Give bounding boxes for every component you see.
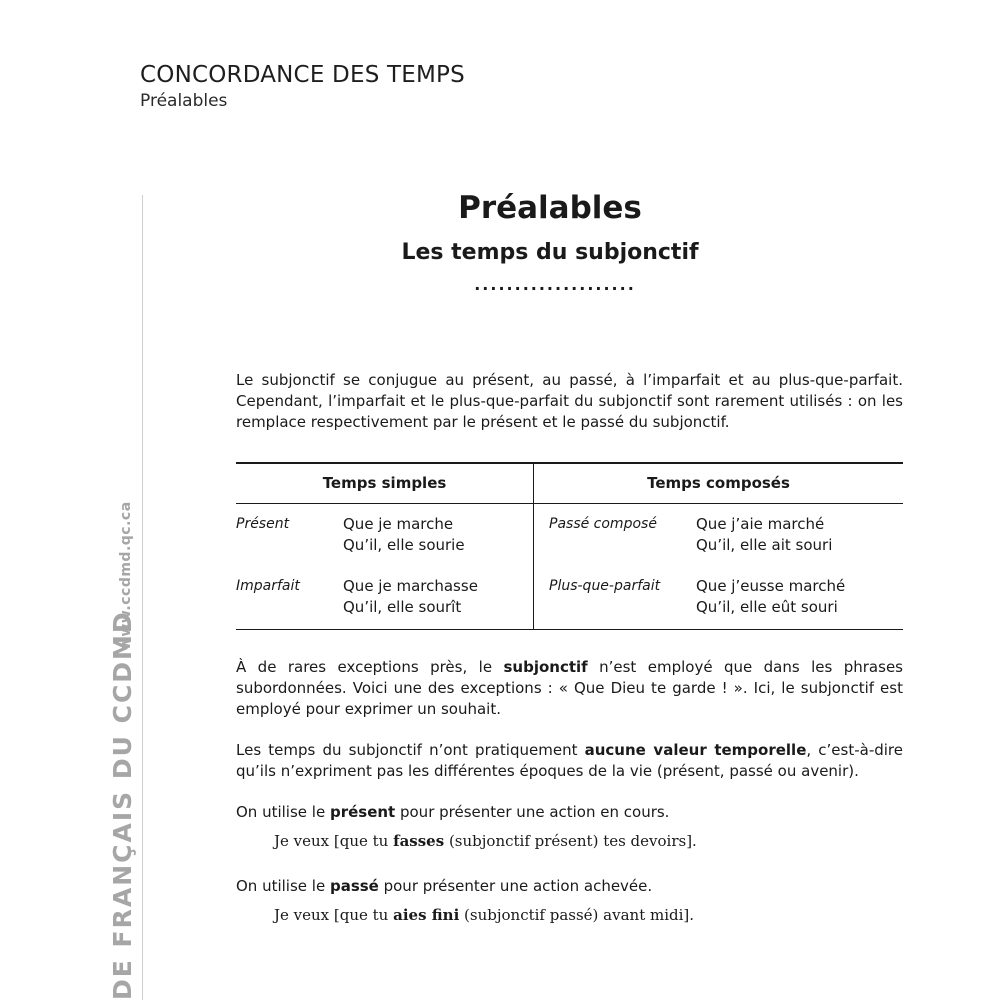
table-top-rule — [236, 462, 903, 464]
dotted-separator: .................... — [474, 275, 636, 294]
conjugation-line: Que j’aie marché — [696, 515, 825, 533]
conjugation-line: Que je marchasse — [343, 577, 478, 595]
page-title: Préalables — [458, 190, 642, 226]
text-span: pour présenter une action achevée. — [378, 877, 653, 895]
text-span: On utilise le — [236, 877, 330, 895]
text-span: À de rares exceptions près, le — [236, 658, 504, 676]
bold-term: fasses — [393, 832, 445, 850]
sidebar-brand: DE FRANÇAIS DU CCDMD — [108, 610, 137, 1000]
conjugation-line: Que je marche — [343, 515, 454, 533]
tense-label: Plus-que-parfait — [549, 578, 661, 594]
exceptions-paragraph — [236, 657, 903, 720]
header-subtitle: Préalables — [140, 91, 228, 111]
page-subtitle: Les temps du subjonctif — [401, 240, 699, 265]
conjugation-line: Qu’il, elle eût souri — [696, 598, 838, 616]
margin-rule — [142, 195, 143, 1000]
example-present — [274, 832, 697, 850]
intro-paragraph: Le subjonctif se conjugue au présent, au passé, à l’imparfait et au plus-que-parfait. Cependant, l’imparfait et le plus-que-parfait du subjonctif sont rarement utilisés : on les remplace respectivement par le présent et le passé du subjonctif. — [236, 371, 903, 431]
sidebar-url: www.ccdmd.qc.ca — [118, 501, 134, 650]
temporal-value-paragraph — [236, 740, 903, 782]
conjugation-cell — [696, 576, 845, 618]
tense-label: Présent — [236, 516, 290, 532]
text-span: pour présenter une action en cours. — [395, 803, 670, 821]
conjugation-line: Que j’eusse marché — [696, 577, 846, 595]
conjugation-cell — [343, 576, 478, 618]
text-span: Les temps du subjonctif n’ont pratiquement — [236, 741, 585, 759]
bold-term: aucune valeur temporelle — [584, 741, 807, 759]
header-title: CONCORDANCE DES TEMPS — [140, 62, 465, 88]
conjugation-line: Qu’il, elle ait souri — [696, 536, 833, 554]
text-span: n’est employé que dans les phrases subordonnées. Voici une des exceptions : « Que Dieu te garde ! ». Ici, le subjonctif est employé pour exprimer un souhait. — [236, 658, 903, 718]
past-usage-paragraph — [236, 876, 903, 897]
bold-term: passé — [329, 877, 379, 895]
bold-term: aies fini — [393, 906, 460, 924]
conjugation-cell — [343, 514, 465, 556]
text-span: On utilise le — [236, 803, 330, 821]
example-past — [274, 906, 694, 924]
table-header-compound: Temps composés — [647, 474, 790, 492]
tense-label: Imparfait — [236, 578, 300, 594]
text-span: (subjonctif présent) tes devoirs]. — [444, 832, 697, 850]
table-header-simple: Temps simples — [322, 474, 447, 492]
bold-term: subjonctif — [503, 658, 588, 676]
tense-table — [236, 462, 903, 630]
conjugation-cell — [696, 514, 832, 556]
present-usage-paragraph — [236, 802, 903, 823]
running-header — [140, 60, 465, 112]
table-bottom-rule — [236, 629, 903, 630]
conjugation-line: Qu’il, elle sourît — [343, 598, 462, 616]
table-header-rule — [236, 503, 903, 504]
conjugation-line: Qu’il, elle sourie — [343, 536, 465, 554]
text-span: , c’est-à-dire qu’ils n’expriment pas les différentes époques de la vie (présent, passé ou avenir). — [236, 741, 903, 780]
text-span: Je veux [que tu — [274, 832, 394, 850]
tense-label: Passé composé — [549, 516, 657, 532]
text-span: (subjonctif passé) avant midi]. — [459, 906, 695, 924]
text-span: Je veux [que tu — [274, 906, 394, 924]
bold-term: présent — [329, 803, 396, 821]
